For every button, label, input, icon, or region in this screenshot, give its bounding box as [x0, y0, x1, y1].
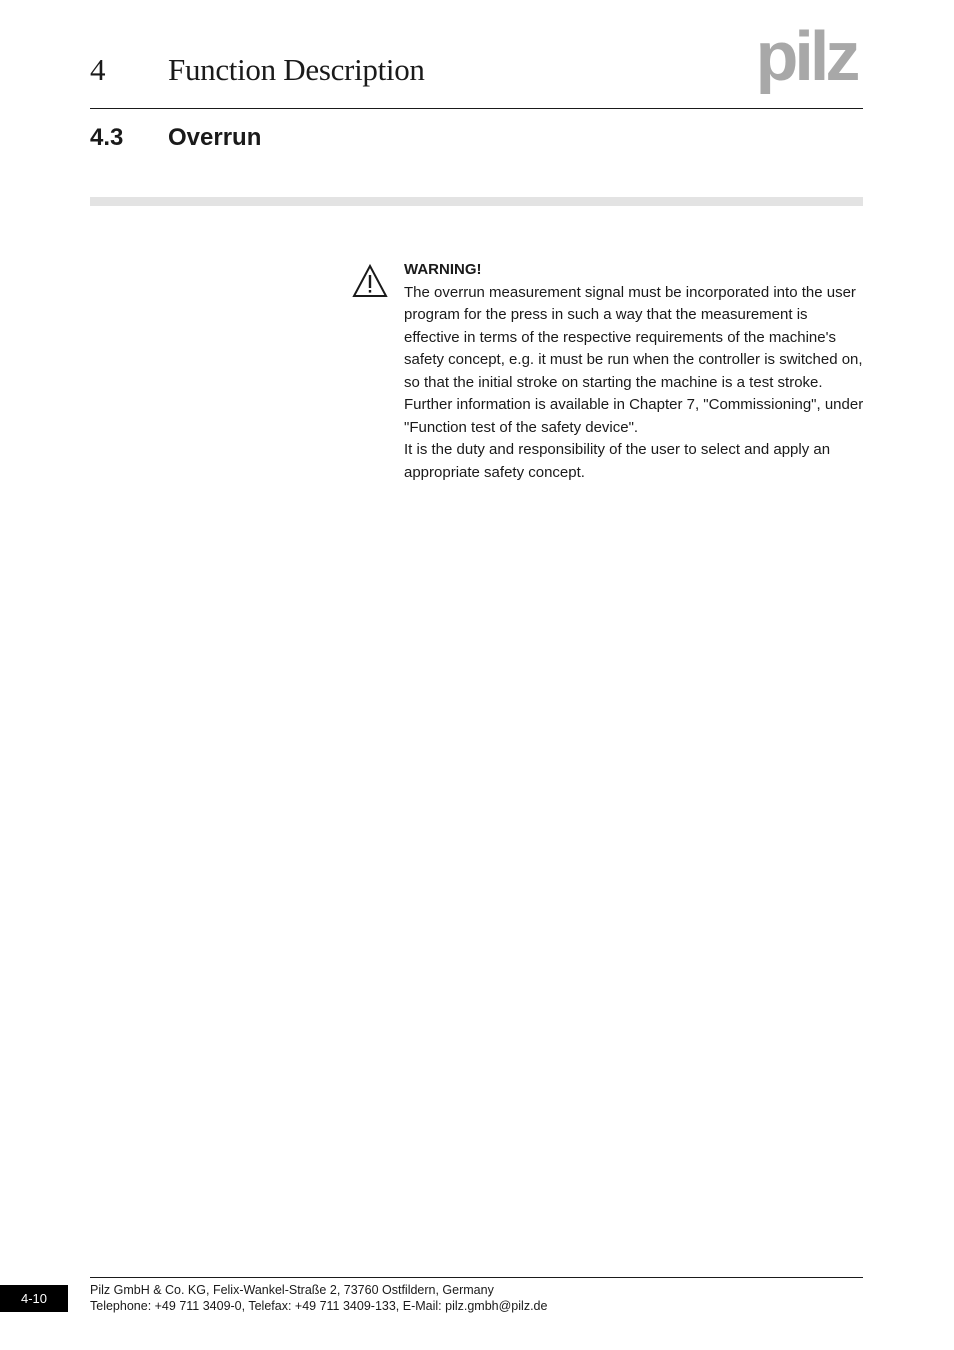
logo-text: pilz	[755, 28, 857, 94]
page-number: 4-10	[0, 1285, 68, 1312]
header-divider	[90, 108, 863, 109]
pilz-logo	[748, 28, 864, 94]
chapter-title: Function Description	[168, 52, 425, 87]
section-bar	[90, 197, 863, 206]
section-number: 4.3	[90, 124, 124, 151]
warning-heading: WARNING!	[404, 261, 482, 278]
warning-paragraph: The overrun measurement signal must be incorporated into the user program for the press in such a way that the measurement is effective in terms of the respective requirements of the machine's safety concept, e.g. it must be run when the controller is switched on, so that the initial stroke on starting the machine is a test stroke. Further information is available in Chapter 7, "Commissioning", under "Function test of the safety device".	[404, 283, 864, 436]
warning-paragraph-responsibility: It is the duty and responsibility of the user to select and apply an appropriate safety concept.	[404, 441, 831, 481]
warning-triangle-icon	[352, 264, 388, 298]
section-title: Overrun	[168, 124, 262, 151]
warning-block	[404, 259, 866, 484]
footer-divider	[90, 1277, 863, 1278]
footer-address: Pilz GmbH & Co. KG, Felix-Wankel-Straße 2, 73760 Ostfildern, Germany	[90, 1283, 494, 1297]
chapter-number: 4	[90, 52, 106, 87]
footer-contact: Telephone: +49 711 3409-0, Telefax: +49 711 3409-133, E-Mail: pilz.gmbh@pilz.de	[90, 1299, 548, 1313]
